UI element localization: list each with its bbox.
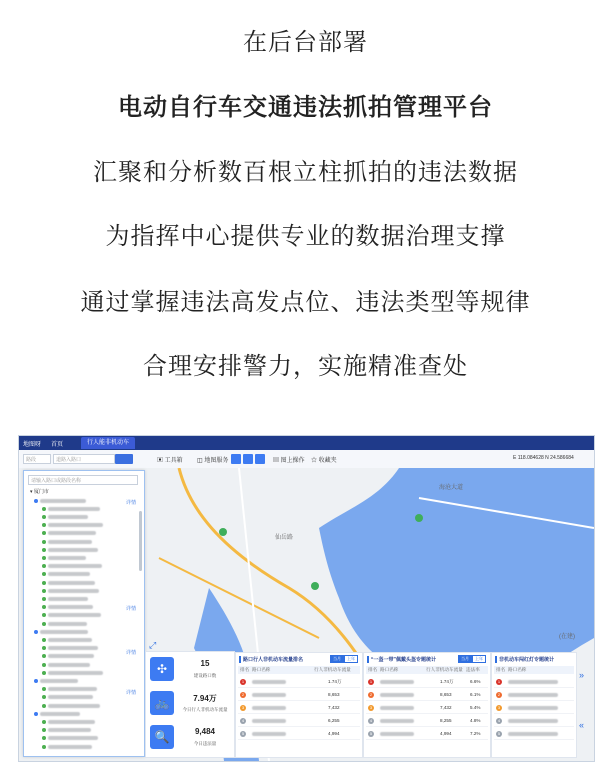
table-title: 路口行人非机动车流量排名 bbox=[239, 656, 303, 663]
detail-link[interactable]: 详情 bbox=[125, 606, 136, 612]
tree-item[interactable] bbox=[42, 523, 103, 530]
column-header: 行人非机动车流量 bbox=[314, 667, 351, 672]
period-tab[interactable]: 上年 bbox=[344, 655, 358, 663]
tree-item-label bbox=[48, 581, 95, 585]
rank-badge: 2 bbox=[241, 691, 245, 697]
traffic-value-cell: 6,255 bbox=[328, 718, 340, 723]
favorites-label: 收藏夹 bbox=[318, 458, 337, 464]
blurred-name bbox=[380, 732, 414, 736]
camera-icon bbox=[42, 589, 46, 593]
detail-link[interactable]: 详情 bbox=[125, 690, 136, 696]
blurred-name bbox=[508, 680, 558, 684]
camera-icon bbox=[42, 613, 46, 617]
intersection-name-cell bbox=[380, 676, 414, 687]
tree-item[interactable] bbox=[42, 539, 92, 546]
violation-rate-cell: 4.8% bbox=[470, 718, 481, 723]
rank-cell bbox=[368, 689, 374, 700]
camera-icon bbox=[42, 556, 46, 560]
tree-item[interactable] bbox=[42, 580, 95, 587]
stats-panel bbox=[145, 651, 235, 758]
camera-icon bbox=[42, 736, 46, 740]
column-header: 行人非机动车流量 bbox=[426, 667, 463, 672]
tree-item[interactable] bbox=[34, 498, 86, 505]
rank-badge: 5 bbox=[497, 730, 501, 736]
tree-item-label bbox=[40, 499, 86, 503]
search-scope-select[interactable]: 路段 bbox=[23, 454, 51, 464]
table-row[interactable] bbox=[238, 676, 360, 688]
violation-rate-cell: 6.6% bbox=[470, 679, 481, 684]
violation-rate-cell: 6.1% bbox=[470, 692, 481, 697]
tree-item[interactable] bbox=[42, 605, 93, 612]
table-row[interactable] bbox=[366, 702, 488, 714]
app-logo: 地图呀 bbox=[23, 442, 42, 448]
column-header: 路口名称 bbox=[380, 667, 399, 672]
tree-item-label bbox=[48, 622, 87, 626]
camera-icon bbox=[42, 695, 46, 699]
blurred-name bbox=[380, 680, 414, 684]
camera-icon bbox=[42, 564, 46, 568]
top-bar bbox=[19, 436, 594, 450]
camera-icon bbox=[42, 745, 46, 749]
table-row[interactable] bbox=[366, 689, 488, 701]
blurred-name bbox=[380, 693, 414, 697]
detail-link[interactable]: 详情 bbox=[125, 500, 136, 506]
bicycle-icon: 🚲 bbox=[150, 691, 174, 715]
table-header bbox=[366, 666, 488, 674]
rank-cell bbox=[368, 676, 374, 687]
period-tab[interactable]: 上年 bbox=[472, 655, 486, 663]
rank-cell bbox=[240, 676, 246, 687]
tree-item[interactable] bbox=[42, 596, 88, 603]
traffic-value-cell: 1.74万 bbox=[440, 679, 454, 684]
rank-cell bbox=[496, 689, 502, 700]
red-light-stats-table bbox=[491, 652, 577, 758]
tree-item-label bbox=[48, 556, 86, 560]
column-header: 排名 bbox=[496, 667, 506, 672]
rank-badge: 3 bbox=[241, 704, 245, 710]
map-poi-marker[interactable] bbox=[415, 514, 423, 522]
map-layers-button[interactable]: ◫ 地图服务 bbox=[197, 458, 229, 464]
stat-label: 建设路口数 bbox=[193, 673, 217, 678]
traffic-value-cell: 4,994 bbox=[440, 731, 452, 736]
map-poi-marker[interactable] bbox=[311, 582, 319, 590]
tree-item-label bbox=[48, 695, 93, 699]
tree-item-label bbox=[48, 704, 100, 708]
column-header: 排名 bbox=[368, 667, 378, 672]
toolbar bbox=[19, 450, 594, 469]
camera-icon bbox=[42, 654, 46, 658]
blurred-name bbox=[252, 719, 286, 723]
table-header bbox=[238, 666, 360, 674]
coordinate-readout: E 118.084628 N 24.586684 bbox=[513, 455, 574, 461]
tree-item-label bbox=[48, 564, 102, 568]
tree-item[interactable] bbox=[42, 637, 92, 644]
blurred-name bbox=[508, 706, 558, 710]
tree-item[interactable] bbox=[42, 613, 101, 620]
platform-screenshot bbox=[18, 435, 595, 762]
rank-cell bbox=[368, 715, 374, 726]
tree-item-label bbox=[40, 630, 88, 634]
fullscreen-icon[interactable]: ⤢ bbox=[149, 640, 157, 650]
collapse-right-icon[interactable]: « bbox=[579, 720, 585, 730]
intersection-name-cell bbox=[508, 728, 558, 739]
camera-icon bbox=[42, 548, 46, 552]
toolbox-button[interactable]: ▣ 工具箱 bbox=[157, 458, 183, 464]
tree-item[interactable] bbox=[42, 588, 99, 595]
tree-item-label bbox=[48, 507, 100, 511]
search-input[interactable]: 道路入路口 bbox=[53, 454, 115, 464]
route-toggle-icon[interactable] bbox=[243, 454, 253, 464]
caption-line-6: 合理安排警力，实施精准查处 bbox=[143, 352, 468, 380]
period-tabs bbox=[458, 655, 486, 663]
traffic-value-cell: 8,653 bbox=[440, 692, 452, 697]
rank-cell bbox=[496, 676, 502, 687]
column-header: 排名 bbox=[240, 667, 250, 672]
tree-item[interactable] bbox=[42, 662, 90, 669]
table-title: 非机动车闯红灯专题统计 bbox=[495, 656, 554, 663]
blurred-name bbox=[252, 706, 286, 710]
traffic-value-cell: 8,255 bbox=[440, 718, 452, 723]
tree-item-label bbox=[48, 687, 97, 691]
tree-item-label bbox=[48, 515, 88, 519]
column-header: 违法率 bbox=[466, 667, 480, 672]
rank-cell bbox=[240, 689, 246, 700]
table-title: “一盔一带”佩戴头盔专题统计 bbox=[367, 656, 436, 663]
tree-item[interactable] bbox=[34, 629, 88, 636]
blurred-name bbox=[508, 732, 558, 736]
crosshair-icon: ✣ bbox=[150, 657, 174, 681]
traffic-value-cell: 1.74万 bbox=[328, 679, 342, 684]
period-tabs bbox=[330, 655, 358, 663]
tree-item-label bbox=[48, 654, 94, 658]
layer-toggle-icon[interactable] bbox=[231, 454, 241, 464]
table-row[interactable] bbox=[494, 689, 574, 701]
rank-cell bbox=[240, 728, 246, 739]
tree-item[interactable] bbox=[42, 621, 87, 628]
rank-badge: 2 bbox=[497, 691, 501, 697]
column-header: 路口名称 bbox=[508, 667, 527, 672]
tree-item-label bbox=[48, 589, 99, 593]
helmet-stats-table bbox=[363, 652, 491, 758]
intersection-name-cell bbox=[380, 728, 414, 739]
intersection-name-cell bbox=[252, 676, 286, 687]
tree-item[interactable] bbox=[42, 703, 100, 710]
tree-item-label bbox=[48, 663, 90, 667]
search-button[interactable] bbox=[115, 454, 133, 464]
camera-icon bbox=[42, 507, 46, 511]
expand-right-icon[interactable]: » bbox=[579, 670, 585, 680]
tree-item[interactable] bbox=[42, 654, 94, 661]
tree-item[interactable] bbox=[42, 687, 97, 694]
table-row[interactable] bbox=[366, 728, 488, 740]
detail-link[interactable]: 详情 bbox=[125, 650, 136, 656]
table-row[interactable] bbox=[238, 702, 360, 714]
tree-item[interactable] bbox=[42, 744, 92, 751]
map-label-district: 海沧大道 bbox=[439, 485, 464, 491]
rank-badge: 1 bbox=[497, 678, 501, 684]
traffic-value-cell: 8,653 bbox=[328, 692, 340, 697]
rank-cell bbox=[496, 702, 502, 713]
tree-item[interactable] bbox=[42, 728, 91, 735]
tree-item[interactable] bbox=[42, 547, 98, 554]
rank-badge: 3 bbox=[369, 704, 373, 710]
home-link[interactable]: 首页 bbox=[51, 442, 64, 448]
camera-icon bbox=[42, 622, 46, 626]
traffic-value-cell: 7,432 bbox=[440, 705, 452, 710]
intersection-name-cell bbox=[508, 676, 558, 687]
camera-toggle-icon[interactable] bbox=[255, 454, 265, 464]
column-header: 路口名称 bbox=[252, 667, 271, 672]
map-operation-button[interactable]: ▤ 图上操作 bbox=[273, 458, 305, 464]
camera-icon bbox=[42, 523, 46, 527]
tree-item-label bbox=[48, 548, 98, 552]
intersection-tree-panel bbox=[23, 470, 145, 757]
camera-icon bbox=[42, 531, 46, 535]
map-layers-label: 地图服务 bbox=[204, 458, 229, 464]
table-row[interactable] bbox=[366, 676, 488, 688]
tree-item-label bbox=[48, 728, 91, 732]
tree-item[interactable] bbox=[34, 678, 78, 685]
caption-line-3: 汇聚和分析数百根立柱抓拍的违法数据 bbox=[93, 158, 518, 186]
tree-item[interactable] bbox=[42, 736, 98, 743]
tree-item-label bbox=[48, 745, 92, 749]
panel-scrollbar[interactable] bbox=[139, 511, 142, 571]
rank-badge: 1 bbox=[369, 678, 373, 684]
camera-icon bbox=[42, 515, 46, 519]
camera-icon bbox=[42, 572, 46, 576]
camera-icon bbox=[42, 597, 46, 601]
rank-badge: 1 bbox=[241, 678, 245, 684]
tree-item-label bbox=[48, 613, 101, 617]
caption-line-2: 电动自行车交通违法抓拍管理平台 bbox=[118, 93, 493, 121]
tree-item-label bbox=[40, 679, 78, 683]
tree-item-label bbox=[48, 531, 96, 535]
intersection-name-cell bbox=[508, 689, 558, 700]
rank-badge: 5 bbox=[369, 730, 373, 736]
blurred-name bbox=[380, 706, 414, 710]
rank-cell bbox=[368, 728, 374, 739]
traffic-ranking-table bbox=[235, 652, 363, 758]
tree-item[interactable] bbox=[42, 670, 103, 677]
rank-badge: 4 bbox=[241, 717, 245, 723]
tree-item[interactable] bbox=[42, 646, 98, 653]
stat-value: 7.94万 bbox=[193, 694, 217, 703]
camera-icon bbox=[42, 728, 46, 732]
blurred-name bbox=[252, 680, 286, 684]
group-icon bbox=[34, 630, 38, 634]
camera-icon bbox=[42, 540, 46, 544]
camera-icon bbox=[42, 704, 46, 708]
caption-line-1: 在后台部署 bbox=[243, 28, 368, 56]
table-row[interactable] bbox=[494, 702, 574, 714]
camera-icon bbox=[42, 671, 46, 675]
rank-badge: 4 bbox=[497, 717, 501, 723]
stat-value: 9,484 bbox=[194, 727, 216, 736]
tree-item[interactable] bbox=[42, 572, 90, 579]
camera-icon bbox=[42, 687, 46, 691]
stat-label: 今日违法量 bbox=[193, 741, 217, 746]
tree-item-label bbox=[48, 638, 92, 642]
group-icon bbox=[34, 679, 38, 683]
tree-item-label bbox=[48, 605, 93, 609]
blurred-name bbox=[252, 732, 286, 736]
tree-item[interactable] bbox=[42, 695, 93, 702]
traffic-value-cell: 4,994 bbox=[328, 731, 340, 736]
period-tab[interactable]: 当月 bbox=[330, 655, 344, 663]
rank-badge: 5 bbox=[241, 730, 245, 736]
table-row[interactable] bbox=[238, 728, 360, 740]
group-icon bbox=[34, 712, 38, 716]
tree-item[interactable] bbox=[42, 531, 96, 538]
tree-item-label bbox=[48, 540, 92, 544]
traffic-value-cell: 7,432 bbox=[328, 705, 340, 710]
table-row[interactable] bbox=[494, 715, 574, 727]
caption-line-4: 为指挥中心提供专业的数据治理支撑 bbox=[105, 222, 506, 250]
blurred-name bbox=[380, 719, 414, 723]
tree-root[interactable]: ▾ 厦门市 bbox=[30, 489, 49, 495]
intersection-name-cell bbox=[380, 715, 414, 726]
rank-cell bbox=[240, 702, 246, 713]
tree-item[interactable] bbox=[42, 564, 102, 571]
table-row[interactable] bbox=[494, 728, 574, 740]
intersection-name-cell bbox=[252, 702, 286, 713]
blurred-name bbox=[508, 719, 558, 723]
stat-intersections bbox=[148, 654, 232, 686]
camera-icon bbox=[42, 605, 46, 609]
rank-badge: 4 bbox=[369, 717, 373, 723]
violation-rate-cell: 5.4% bbox=[470, 705, 481, 710]
camera-icon bbox=[42, 581, 46, 585]
tree-item-label bbox=[40, 712, 80, 716]
tree-item[interactable] bbox=[42, 506, 100, 513]
table-header bbox=[494, 666, 574, 674]
table-row[interactable] bbox=[238, 715, 360, 727]
blurred-name bbox=[508, 693, 558, 697]
tree-root-label: 厦门市 bbox=[33, 489, 49, 495]
toolbox-label: 工具箱 bbox=[164, 458, 183, 464]
rank-cell bbox=[496, 728, 502, 739]
stat-value: 15 bbox=[200, 659, 210, 668]
intersection-name-cell bbox=[380, 702, 414, 713]
rank-cell bbox=[368, 702, 374, 713]
intersection-name-cell bbox=[252, 728, 286, 739]
tree-item-label bbox=[48, 646, 98, 650]
favorites-button[interactable]: ☆ 收藏夹 bbox=[311, 458, 337, 464]
table-row[interactable] bbox=[494, 676, 574, 688]
tree-item[interactable] bbox=[34, 711, 80, 718]
intersection-name-cell bbox=[508, 715, 558, 726]
rank-badge: 2 bbox=[369, 691, 373, 697]
tree-item-label bbox=[48, 572, 90, 576]
map-operation-label: 图上操作 bbox=[280, 458, 305, 464]
caption-line-5: 通过掌握违法高发点位、违法类型等规律 bbox=[80, 288, 531, 316]
tab-pedestrian-nonmotor[interactable]: 行人能非机动车 bbox=[81, 437, 135, 449]
intersection-name-cell bbox=[380, 689, 414, 700]
intersection-name-cell bbox=[252, 715, 286, 726]
camera-icon bbox=[42, 646, 46, 650]
rank-badge: 3 bbox=[497, 704, 501, 710]
map-label-bottom-right: (在建) bbox=[559, 634, 575, 640]
tree-item[interactable] bbox=[42, 555, 86, 562]
blurred-name bbox=[252, 693, 286, 697]
tree-filter-input[interactable]: 请输入路口或路段名称 bbox=[28, 475, 138, 485]
tree-item-label bbox=[48, 720, 95, 724]
tree-item-label bbox=[48, 597, 88, 601]
stat-label: 今日行人非机动车流量 bbox=[182, 707, 228, 712]
table-row[interactable] bbox=[238, 689, 360, 701]
period-tab[interactable]: 当月 bbox=[458, 655, 472, 663]
camera-icon bbox=[42, 720, 46, 724]
table-row[interactable] bbox=[366, 715, 488, 727]
stat-traffic bbox=[148, 688, 232, 720]
rank-cell bbox=[496, 715, 502, 726]
tree-item-label bbox=[48, 671, 103, 675]
camera-icon bbox=[42, 663, 46, 667]
map-label-road: 仙岳路 bbox=[275, 535, 294, 541]
camera-icon bbox=[42, 638, 46, 642]
intersection-name-cell bbox=[252, 689, 286, 700]
tree-item[interactable] bbox=[42, 514, 88, 521]
tree-item-label bbox=[48, 736, 98, 740]
violation-rate-cell: 7.2% bbox=[470, 731, 481, 736]
search-icon: 🔍 bbox=[150, 725, 174, 749]
intersection-name-cell bbox=[508, 702, 558, 713]
tree-item-label bbox=[48, 523, 103, 527]
group-icon bbox=[34, 499, 38, 503]
map-poi-marker[interactable] bbox=[219, 528, 227, 536]
tree-item[interactable] bbox=[42, 719, 95, 726]
rank-cell bbox=[240, 715, 246, 726]
stat-violations bbox=[148, 722, 232, 754]
